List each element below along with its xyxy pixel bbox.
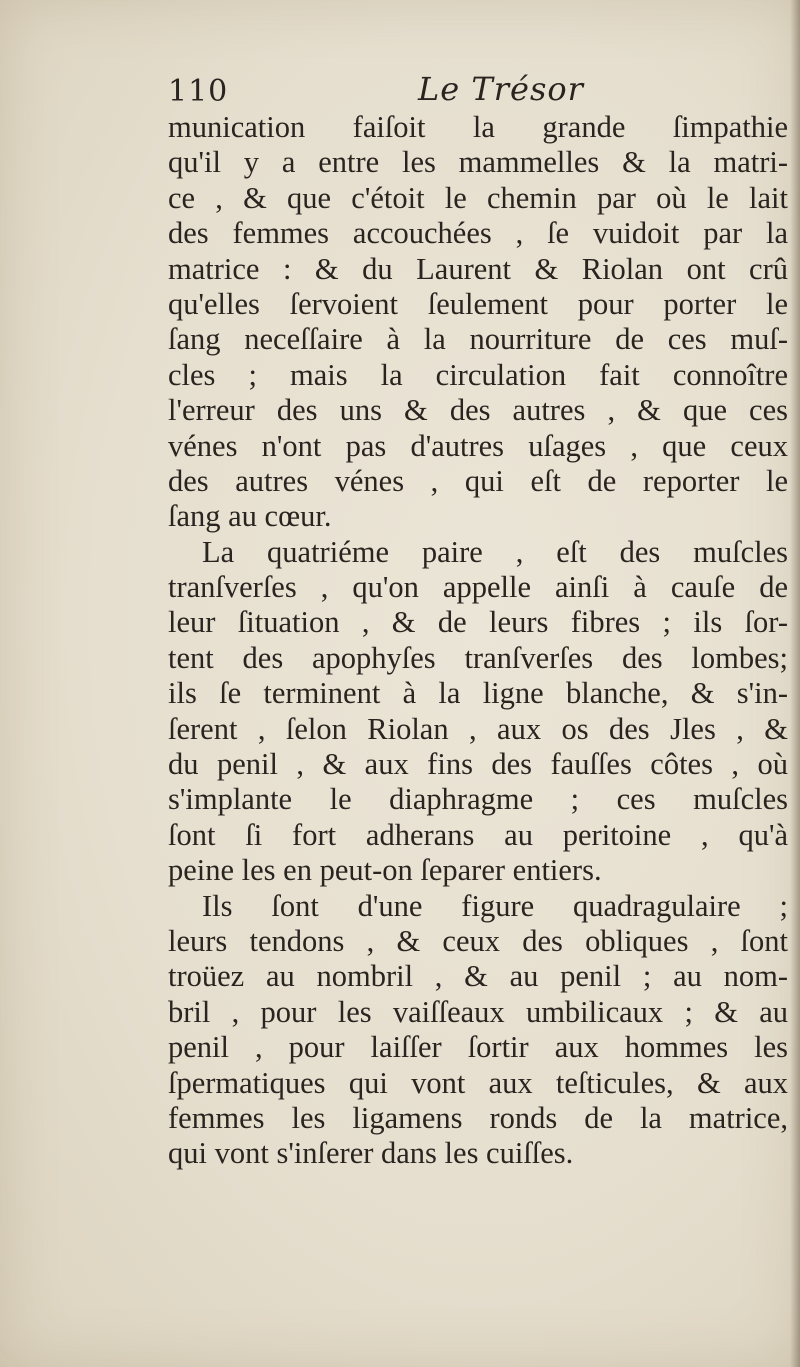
text-line: ſont ſi fort adherans au peritoine , qu'à — [168, 817, 788, 852]
text-line: ſpermatiques qui vont aux teſticules, & aux — [168, 1065, 788, 1100]
body-text — [168, 110, 788, 1172]
text-line: qu'il y a entre les mammelles & la matri- — [168, 145, 788, 180]
text-line: leurs tendons , & ceux des obliques , ſont — [168, 923, 788, 958]
text-line: tent des apophyſes tranſverſes des lombes; — [168, 640, 788, 675]
text-line: des femmes accouchées , ſe vuidoit par la — [168, 216, 788, 251]
text-line: ils ſe terminent à la ligne blanche, & s'in- — [168, 676, 788, 711]
page-edge-shadow — [790, 0, 800, 1367]
text-line: matrice : & du Laurent & Riolan ont crû — [168, 251, 788, 286]
text-line: La quatriéme paire , eſt des muſcles — [202, 534, 788, 569]
text-line: s'implante le diaphragme ; ces muſcles — [168, 782, 788, 817]
text-line: des autres vénes , qui eſt de reporter le — [168, 463, 788, 498]
text-line: femmes les ligamens ronds de la matrice, — [168, 1100, 788, 1135]
text-line: bril , pour les vaiſſeaux umbilicaux ; & au — [168, 994, 788, 1029]
text-line: tranſverſes , qu'on appelle ainſi à cauſe de — [168, 570, 788, 605]
text-line: ce , & que c'étoit le chemin par où le lait — [168, 180, 788, 215]
text-line: munication faiſoit la grande ſimpathie — [168, 110, 788, 144]
text-line: troüez au nombril , & au penil ; au nom- — [168, 959, 788, 994]
text-line: penil , pour laiſſer ſortir aux hommes les — [168, 1030, 788, 1065]
text-line: du penil , & aux fins des fauſſes côtes , où — [168, 747, 788, 782]
text-line: peine les en peut-on ſeparer entiers. — [168, 853, 602, 888]
text-line: ſang au cœur. — [168, 499, 332, 534]
text-line: vénes n'ont pas d'autres uſages , que ceux — [168, 428, 788, 463]
text-line: ſang neceſſaire à la nourriture de ces muſ- — [168, 322, 788, 357]
page-header — [168, 70, 788, 110]
text-line: cles ; mais la circulation fait connoître — [168, 357, 788, 392]
text-line: qui vont s'inſerer dans les cuiſſes. — [168, 1136, 574, 1171]
text-line: qu'elles ſervoient ſeulement pour porter le — [168, 286, 788, 321]
text-line: leur ſituation , & de leurs fibres ; ils ſor- — [168, 605, 788, 640]
text-line: ſerent , ſelon Riolan , aux os des Jles , & — [168, 711, 788, 746]
running-head: Le Trésor — [418, 70, 584, 108]
page-number: 110 — [168, 74, 229, 109]
text-line: Ils ſont d'une figure quadragulaire ; — [202, 888, 788, 923]
text-line: l'erreur des uns & des autres , & que ces — [168, 393, 788, 428]
